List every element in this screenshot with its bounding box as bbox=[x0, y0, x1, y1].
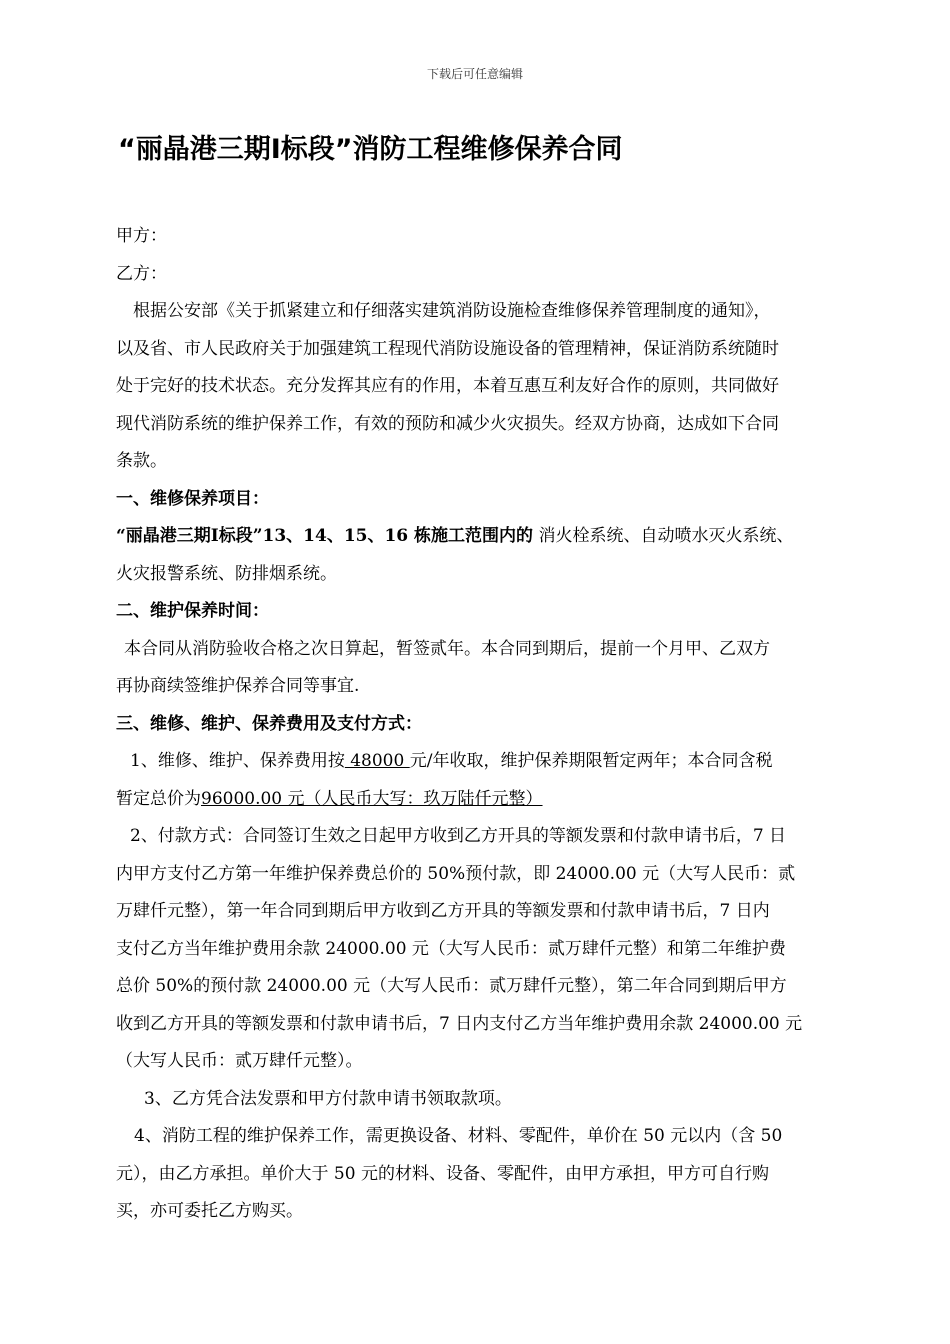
intro-line: 条款。 bbox=[116, 451, 167, 471]
scope-bold-text: “丽晶港三期Ⅰ标段”13、14、15、16 栋施工范围内的 bbox=[116, 526, 534, 546]
section-1-heading: 一、维修保养项目： bbox=[116, 488, 269, 509]
item-3-line: 3、乙方凭合法发票和甲方付款申请书领取款项。 bbox=[144, 1088, 512, 1109]
document-body bbox=[116, 218, 868, 1231]
item-2-line: 万肆仟元整），第一年合同到期后甲方收到乙方开具的等额发票和付款申请书后，7 日内 bbox=[116, 901, 770, 921]
section-2-heading: 二、维护保养时间： bbox=[116, 601, 269, 621]
section-2-line: 本合同从消防验收合格之次日算起，暂签贰年。本合同到期后，提前一个月甲、乙双方 bbox=[124, 638, 770, 659]
item-2-line: 支付乙方当年维护费用余款 24000.00 元（大写人民币：贰万肆仟元整）和第二年维护费 bbox=[116, 938, 786, 959]
item-4-line: 元），由乙方承担。单价大于 50 元的材料、设备、零配件，由甲方承担，甲方可自行购 bbox=[116, 1163, 769, 1184]
party-b-line: 乙方： bbox=[116, 263, 167, 284]
item-1-prefix: 1、维修、维护、保养费用按 bbox=[130, 751, 345, 771]
annual-fee: 48000 bbox=[344, 751, 410, 771]
item-2-line: 收到乙方开具的等额发票和付款申请书后，7 日内支付乙方当年维护费用余款 24000.00 元 bbox=[116, 1013, 803, 1034]
party-a-line: 甲方： bbox=[116, 226, 167, 246]
intro-line: 现代消防系统的维护保养工作，有效的预防和减少火灾损失。经双方协商，达成如下合同 bbox=[116, 413, 779, 434]
section-2-line: 再协商续签维护保养合同等事宜. bbox=[116, 676, 360, 696]
item-2-line: （大写人民币：贰万肆仟元整）。 bbox=[116, 1051, 363, 1071]
item-4-line: 4、消防工程的维护保养工作，需更换设备、材料、零配件，单价在 50 元以内（含 50 bbox=[134, 1126, 783, 1146]
item-1-line bbox=[116, 743, 868, 781]
item-2-line: 内甲方支付乙方第一年维护保养费总价的 50%预付款，即 24000.00 元（大写人民币：贰 bbox=[116, 863, 796, 884]
item-1-suffix: 元/年收取，维护保养期限暂定两年；本合同含税 bbox=[409, 751, 773, 771]
scope-systems-text: 消火栓系统、自动喷水灭火系统、 bbox=[538, 526, 794, 546]
section-3-heading: 三、维修、维护、保养费用及支付方式： bbox=[116, 713, 422, 734]
total-prefix: 暂定总价为 bbox=[116, 788, 201, 809]
item-2-line: 2、付款方式：合同签订生效之日起甲方收到乙方开具的等额发票和付款申请书后，7 日 bbox=[130, 826, 787, 846]
item-1-line2 bbox=[116, 781, 868, 819]
page-header: 下载后可任意编辑 bbox=[426, 67, 523, 81]
intro-line: 根据公安部《关于抓紧建立和仔细落实建筑消防设施检查维修保养管理制度的通知》， bbox=[133, 301, 771, 321]
item-4-line: 买，亦可委托乙方购买。 bbox=[116, 1201, 303, 1221]
total-price: 96000.00 元（人民币大写：玖万陆仟元整） bbox=[201, 788, 543, 809]
document-title: “丽晶港三期Ⅰ标段”消防工程维修保养合同 bbox=[118, 134, 623, 165]
section-1-scope bbox=[116, 518, 868, 556]
item-2-line: 总价 50%的预付款 24000.00 元（大写人民币：贰万肆仟元整），第二年合同到期后甲方 bbox=[116, 976, 787, 996]
intro-line: 处于完好的技术状态。充分发挥其应有的作用，本着互惠互利友好合作的原则，共同做好 bbox=[116, 376, 779, 396]
intro-line: 以及省、市人民政府关于加强建筑工程现代消防设施设备的管理精神，保证消防系统随时 bbox=[116, 338, 779, 359]
section-1-scope-line2: 火灾报警系统、防排烟系统。 bbox=[116, 563, 337, 584]
